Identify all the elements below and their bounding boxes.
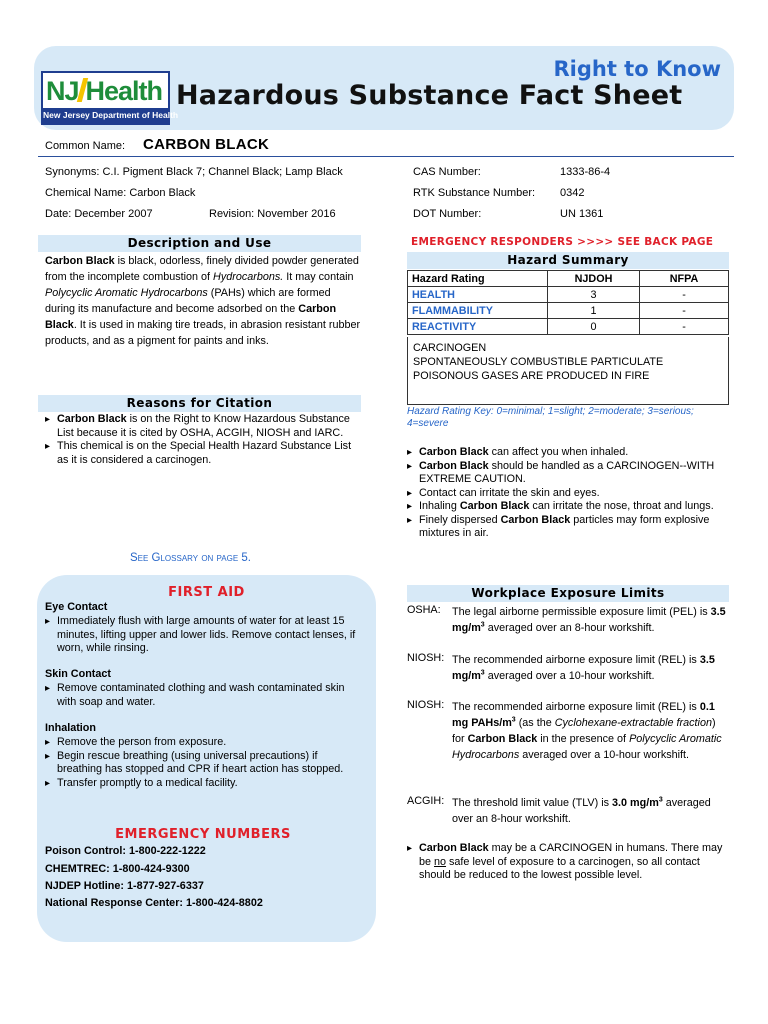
column-header: NJDOH: [548, 271, 640, 287]
list-item: ▸ Finely dispersed Carbon Black particles may form explosive mixtures in air.: [407, 514, 729, 541]
nfpa-rating: -: [640, 287, 729, 303]
hazard-category: FLAMMABILITY: [408, 303, 548, 319]
divider: [38, 156, 734, 157]
osha-limit: The legal airborne permissible exposure limit (PEL) is 3.5 $mg/m^3$ averaged over an 8-hour workshift.: [452, 606, 726, 634]
reasons-heading: Reasons for Citation: [38, 395, 361, 412]
description-text: Carbon Black is black, odorless, finely divided powder generated from the incomplete combustion of Hydrocarbons. It may contain Polycyclic Aromatic Hydrocarbons (PAHs) which are formed during its manufacture and become adsorbed on the Carbon Black. It is used in making tire treads, in abrasion resistant rubber products, and as a pigment for paints and inks.: [45, 255, 361, 347]
eye-contact-list: [45, 615, 363, 656]
hazard-rating-key: Hazard Rating Key: 0=minimal; 1=slight; 2=moderate; 3=serious; 4=severe: [407, 406, 694, 429]
glossary-link[interactable]: See Glossary on page 5.: [130, 552, 251, 564]
eye-contact-heading: Eye Contact: [45, 601, 108, 613]
list-item: ▸ Transfer promptly to a medical facility.: [45, 777, 363, 791]
reasons-list: [45, 413, 360, 467]
revision: Revision: November 2016: [209, 208, 336, 220]
acgih-label: ACGIH:: [407, 795, 445, 807]
list-item: ▸ Remove contaminated clothing and wash contaminated skin with soap and water.: [45, 682, 363, 709]
osha-label: OSHA:: [407, 604, 441, 616]
list-item: ▸ Carbon Black is on the Right to Know Hazardous Substance List because it is cited by OSHA, ACGIH, NIOSH and IARC.: [45, 413, 360, 440]
list-item: ▸ Carbon Black may be a CARCINOGEN in humans. There may be no safe level of exposure to a carcinogen, so all contact should be reduced to the lowest possible level.: [407, 842, 729, 883]
inhalation-heading: Inhalation: [45, 722, 96, 734]
rtk-value: 0342: [560, 187, 585, 199]
cas-value: 1333-86-4: [560, 166, 611, 178]
nfpa-rating: -: [640, 319, 729, 335]
description-heading: Description and Use: [38, 235, 361, 252]
inhalation-list: [45, 736, 363, 790]
page-title: Hazardous Substance Fact Sheet: [176, 80, 683, 111]
list-item: ▸ Begin rescue breathing (using universal precautions) if breathing has stopped and CPR if heart action has stopped.: [45, 750, 363, 777]
column-header: NFPA: [640, 271, 729, 287]
nfpa-rating: -: [640, 303, 729, 319]
hazard-category: HEALTH: [408, 287, 548, 303]
hazard-summary-heading: Hazard Summary: [407, 252, 729, 269]
right-to-know-title: Right to Know: [553, 57, 721, 81]
table-row: [408, 303, 729, 319]
chemtrec: CHEMTREC: 1-800-424-9300: [45, 863, 190, 875]
emergency-numbers-heading: EMERGENCY NUMBERS: [115, 827, 291, 842]
table-header-row: [408, 271, 729, 287]
acgih-limit: The threshold limit value (TLV) is 3.0 $mg/m^3$ averaged over an 8-hour workshift.: [452, 796, 711, 825]
hazard-note: SPONTANEOUSLY COMBUSTIBLE PARTICULATE: [413, 356, 664, 368]
logo-subtitle: New Jersey Department of Health: [43, 108, 168, 123]
hazard-table: [407, 270, 729, 335]
list-item: ▸ Carbon Black can affect you when inhaled.: [407, 446, 729, 460]
list-item: ▸ Carbon Black should be handled as a CARCINOGEN--WITH EXTREME CAUTION.: [407, 460, 729, 487]
table-row: [408, 319, 729, 335]
niosh-label: NIOSH:: [407, 699, 445, 711]
common-name-label: Common Name:: [45, 140, 126, 152]
dot-label: DOT Number:: [413, 208, 482, 220]
common-name-value: CARBON BLACK: [143, 136, 270, 153]
niosh-pah-limit: The recommended airborne exposure limit (REL) is 0.1 mg PAHs/$m^3$ (as the Cyclohexane-extractable fraction) for Carbon Black in the presence of Polycyclic Aromatic Hydrocarbons averaged over a 10-hour workshift.: [452, 701, 722, 761]
rtk-label: RTK Substance Number:: [413, 187, 536, 199]
njdoh-rating: 0: [548, 319, 640, 335]
poison-control: Poison Control: 1-800-222-1222: [45, 845, 206, 857]
national-response-center: National Response Center: 1-800-424-8802: [45, 897, 263, 909]
column-header: Hazard Rating: [408, 271, 548, 287]
hazard-note: CARCINOGEN: [413, 342, 487, 354]
cas-label: CAS Number:: [413, 166, 481, 178]
list-item: ▸ Contact can irritate the skin and eyes.: [407, 487, 729, 501]
hazard-bullets: [407, 446, 729, 541]
list-item: ▸ Inhaling Carbon Black can irritate the nose, throat and lungs.: [407, 500, 729, 514]
emergency-responders-link[interactable]: EMERGENCY RESPONDERS >>>> SEE BACK PAGE: [411, 236, 714, 248]
skin-contact-list: [45, 682, 363, 709]
synonyms: Synonyms: C.I. Pigment Black 7; Channel Black; Lamp Black: [45, 166, 343, 178]
hazard-category: REACTIVITY: [408, 319, 548, 335]
exposure-limits-heading: Workplace Exposure Limits: [407, 585, 729, 602]
list-item: ▸ Remove the person from exposure.: [45, 736, 363, 750]
skin-contact-heading: Skin Contact: [45, 668, 111, 680]
list-item: ▸ This chemical is on the Special Health Hazard Substance List as it is considered a carcinogen.: [45, 440, 360, 467]
list-item: ▸ Immediately flush with large amounts of water for at least 15 minutes, lifting upper and lower lids. Remove contact lenses, if worn, while rinsing.: [45, 615, 363, 656]
njdoh-rating: 1: [548, 303, 640, 319]
first-aid-heading: FIRST AID: [168, 585, 245, 600]
niosh-label: NIOSH:: [407, 652, 445, 664]
njdoh-rating: 3: [548, 287, 640, 303]
carcinogen-note: [407, 842, 729, 883]
niosh-limit: The recommended airborne exposure limit (REL) is 3.5 $mg/m^3$ averaged over a 10-hour workshift.: [452, 654, 715, 682]
nj-health-logo: [41, 71, 179, 125]
date: Date: December 2007: [45, 208, 153, 220]
logo-wordmark: NJ Health: [46, 76, 163, 106]
njdep-hotline: NJDEP Hotline: 1-877-927-6337: [45, 880, 204, 892]
hazard-notes: [407, 337, 729, 405]
chemical-name: Chemical Name: Carbon Black: [45, 187, 196, 199]
hazard-note: POISONOUS GASES ARE PRODUCED IN FIRE: [413, 370, 650, 382]
table-row: [408, 287, 729, 303]
dot-value: UN 1361: [560, 208, 604, 220]
